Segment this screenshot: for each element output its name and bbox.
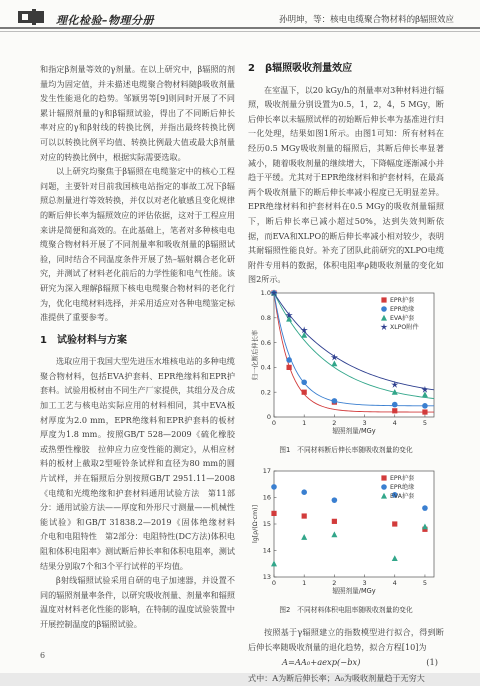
resistivity-chart: [248, 465, 444, 595]
y-tick-label: 0.4: [260, 363, 271, 372]
running-title: 孙明坤，等：核电电缆聚合物材料的β辐照效应: [279, 15, 454, 25]
x-tick-label: 2: [332, 418, 337, 427]
y-tick-label: 17: [262, 467, 271, 476]
figure-2: [248, 465, 444, 617]
left-column: [40, 62, 244, 632]
x-tick-label: 5: [422, 579, 428, 588]
x-axis-label: 辐照剂量/MGy: [332, 587, 376, 596]
journal-logo-icon: [18, 9, 44, 25]
x-tick-label: 0: [271, 418, 277, 427]
paragraph: 和指定β剂量等效的γ剂量。在以上研究中，β辐照的剂量均为固定值，并未描述电缆聚合物材料随β吸收剂量发生性能退化的趋势。邹颖男等[9]则同时开展了不同累计辐照剂量的γ和β辐照试验，得出了不同断后伸长率对应的γ和β射线的转换比例，并指出最终转换比例可以以转换比例平均值、转换比例最大值或最大β剂量对应的转换比例中，根据实际需要选取。: [40, 64, 235, 162]
figure-1: [248, 287, 444, 457]
page-number: 6: [40, 651, 46, 660]
data-point: [422, 409, 427, 414]
x-tick-label: 3: [362, 418, 367, 427]
header-rule: [0, 27, 480, 29]
y-tick-label: 14: [262, 546, 271, 555]
y-axis-label: lg[ρ/(Ω·cm)]: [252, 505, 259, 544]
paragraph: 在室温下，以20 kGy/h的剂量率对3种材料进行辐照，吸收剂量分别设置为0.5，1，2，4，5 MGy，断后伸长率以未辐照试样的初始断后伸长率为基准进行归一化处理，结果如图1所示。由图1可知：所有材料在经历0.5 MGy吸收剂量的辐照后，其断后伸长率显著减小，随着吸收剂量的继续增大，下降幅度逐渐减小并趋于平缓。尤其对于EPR绝缘材料和护套材料，在最高两个吸收剂量下的断后伸长率减小程度已无明显差异。EPR绝缘材料和护套材料在0.5 MGy的吸收剂量辐照下，断后伸长率已减小超过50%，达到失效判断依据，而EVA和XLPO的断后伸长率减小相对较少，表明其耐辐照性能良好。补充了团队此前研究的XLPO电缆附件专用料的数据，体积电阻率ρ随吸收剂量的变化如图2所示。: [248, 84, 444, 285]
data-point: [381, 306, 387, 312]
y-tick-label: 0: [266, 413, 271, 422]
column-title: 理化检验–物理分册: [56, 14, 154, 27]
data-point: [392, 408, 397, 413]
data-point: [286, 365, 291, 370]
paragraph: 式中：A为断后伸长率；A₀为吸收剂量趋于无穷大: [248, 673, 425, 684]
y-tick-label: 0.2: [260, 388, 271, 397]
data-point: [332, 497, 338, 503]
equation: A=AA₀+aexp(−bx): [282, 657, 361, 668]
paragraph: β射线辐照试验采用自研的电子加速器，并设置不同的辐照剂量率条件，以研究吸收剂量、剂量率和辐照温度对材料老化性能的影响，在特制的温度试验装置中开展控制温度的β辐照试验。: [40, 575, 235, 629]
legend-label: XLPO附件: [390, 323, 419, 331]
data-point: [301, 379, 307, 385]
x-tick-label: 4: [392, 579, 397, 588]
legend-label: EPR护套: [390, 296, 415, 304]
x-tick-label: 0: [271, 579, 277, 588]
elongation-chart: [248, 287, 444, 435]
right-column: [248, 62, 444, 686]
legend-label: EPR绝缘: [390, 305, 415, 313]
x-tick-label: 5: [422, 418, 428, 427]
figure-caption: 图1 不同材料断后伸长率随吸收剂量的变化: [279, 445, 413, 454]
legend-label: EVA护套: [390, 493, 415, 501]
data-point: [392, 521, 397, 526]
x-tick-label: 2: [332, 579, 337, 588]
y-tick-label: 15: [262, 520, 271, 529]
data-point: [381, 484, 387, 490]
section-heading: 2 β辐照吸收剂量效应: [248, 63, 353, 74]
y-axis-label: 归一化断后伸长率: [252, 329, 259, 381]
data-point: [422, 403, 428, 409]
legend-label: EPR护套: [390, 475, 415, 483]
data-point: [286, 357, 292, 363]
paragraph: 按照基于γ辐照建立的指数模型进行拟合，得到断后伸长率随吸收剂量的退化趋势，拟合方程[10]为: [248, 627, 444, 652]
equation-number: (1): [426, 657, 438, 668]
data-point: [381, 475, 386, 480]
section-heading: 1 试验材料与方案: [40, 334, 127, 346]
x-tick-label: 3: [362, 579, 367, 588]
data-point: [381, 297, 386, 302]
x-tick-label: 1: [302, 418, 307, 427]
data-point: [301, 489, 307, 495]
figure-caption: 图2 不同材料体积电阻率随吸收剂量的变化: [279, 605, 413, 614]
y-tick-label: 13: [262, 573, 271, 582]
page-header: [0, 0, 480, 36]
paragraph: 以上研究均聚焦于β辐照在电缆鉴定中的核心工程问题，主要针对目前我国核电站指定的事故工况下β辐照总剂量进行等效转换，并仅以对老化敏感且变化规律的断后伸长率为辐照效应的评估依据，这对于工程应用来讲是简便和高效的。在此基础上，笔者对多种核电电缆聚合物材料开展了不同剂量率和吸收剂量的β辐照试验，同时结合不同温度条件开展了热–辐射耦合老化研究，并测试了材料老化前后的力学性能和电气性能。该研究为深入理解β辐照下核电电缆聚合物材料的老化行为，优化电缆材料选择，并采用适应对各种电缆鉴定标准提供了重要参考。: [40, 166, 235, 323]
x-tick-label: 1: [302, 579, 307, 588]
data-point: [302, 514, 307, 519]
y-tick-label: 0.8: [260, 313, 271, 322]
equation-row: [248, 655, 444, 670]
x-tick-label: 4: [392, 418, 397, 427]
x-axis-label: 辐照剂量/MGy: [332, 426, 376, 435]
data-point: [422, 505, 428, 511]
data-point: [332, 519, 337, 524]
data-point: [271, 484, 277, 490]
header-rule-thin: [0, 31, 480, 32]
data-point: [271, 511, 276, 516]
data-point: [392, 402, 398, 408]
y-tick-label: 1.0: [260, 289, 271, 298]
y-tick-label: 16: [262, 493, 271, 502]
y-tick-label: 0.6: [260, 338, 271, 347]
data-point: [302, 390, 307, 395]
legend-label: EVA护套: [390, 314, 415, 322]
paragraph: 选取应用于我国大型先进压水堆核电站的多种电缆聚合物材料，包括EVA护套料、EPR绝缘料和EPR护套料。试验用板材由不同生产厂家提供，其组分及合成加工工艺与核电站实际应用的材料相同，其中EVA板材厚度为2.0 mm，EPR绝缘料和EPR护套料的板材厚度为1.8 mm。按照GB/T 528—2009《硫化橡胶或热塑性橡胶 拉伸应力应变性能的测定》，从相应材料的板材上截取2型哑铃条试样和直径为80 mm的圆片试样，并在辐照后分别按照GB/T 2951.11—2008《电缆和光缆绝缘和护套材料通用试验方法 第11部分：通用试验方法——厚度和外形尺寸测量——机械性能试验》和GB/T 31838.2—2019《固体绝缘材料 介电和电阻特性 第2部分：电阻特性(DC方法)体积电阻和体积电阻率》测试断后伸长率和体积电阻率，测试结果分别取7个和3个平行试样的平均值。: [40, 356, 244, 571]
data-point: [332, 398, 338, 404]
legend-label: EPR绝缘: [390, 484, 415, 492]
